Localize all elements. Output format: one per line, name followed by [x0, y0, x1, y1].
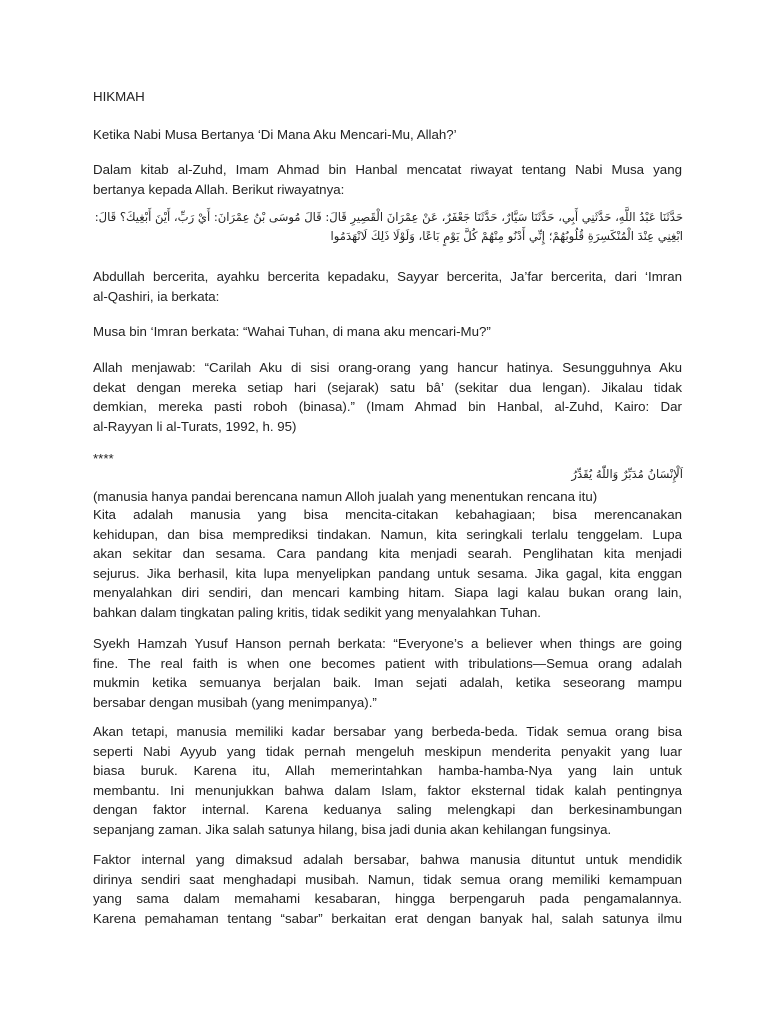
text-line: Kita adalah manusia yang bisa mencita-citakan kebahagiaan; bisa merencanakan [93, 507, 682, 522]
proverb-translation: (manusia hanya pandai berencana namun Alloh jualah yang menentukan rencana itu) [93, 489, 598, 504]
text-line: demkian, mereka pasti roboh (binasa).” (Imam Ahmad bin Hanbal, al-Zuhd, Kairo: Dar [93, 399, 682, 415]
separator: **** [93, 451, 114, 466]
document-heading: HIKMAH [93, 89, 145, 104]
text-line: bahkan dalam tingkatan paling kritis, tidak sedikit yang menyalahkan Tuhan. [93, 604, 541, 620]
text-line: al-Qashiri, ia berkata: [93, 288, 220, 304]
text-line: Faktor internal yang dimaksud adalah bersabar, bahwa manusia dituntut untuk mendidik [93, 852, 682, 867]
text-line: mukmin ketika semuanya berjalan baik. Iman sejati adalah, ketika seseorang mampu [93, 675, 682, 691]
text-line: akan sekitar dan sesama. Cara pandang kita menjadi searah. Penglihatan kita menjadi [93, 546, 682, 562]
text-line: al-Rayyan li al-Turats, 1992, h. 95) [93, 418, 297, 434]
text-line: sejurus. Jika berhasil, kita lupa menyelipkan pandang untuk sesama. Jika gagal, kita enggan [93, 565, 682, 581]
arabic-line: حَدَّثَنَا عَبْدُ اللَّهِ، حَدَّثَنِي أَبِي، حَدَّثَنَا سَيَّارٌ، حَدَّثَنَا جَعْفَرٌ، عَنْ عِمْرَانَ الْقَصِيرِ قَالَ: قَالَ مُوسَى بْنُ عِمْرَانَ: أَيْ رَبِّ، أَيْنَ أَبْغِيكَ؟ قَالَ: [94, 210, 683, 224]
text-line: yang sama dalam memahami kesabaran, hingga berpengaruh pada pengamalannya. [93, 891, 682, 907]
paragraph-intro [93, 160, 682, 199]
arabic-hadith [93, 208, 683, 246]
text-line: Karena pemahaman tentang “sabar” berkaitan erat dengan banyak hal, salah satunya ilmu [93, 910, 682, 926]
paragraph-akan [93, 722, 682, 840]
text-line: biasa buruk. Karena itu, Allah memerintahkan hamba-hamba-Nya yang lain untuk [93, 763, 682, 779]
arabic-line: ابْغِنِي عِنْدَ الْمُنْكَسِرَةِ قُلُوبُهُمْ؛ إِنِّي أَدْنُو مِنْهُمْ كُلَّ يَوْمٍ بَاعًا، وَلَوْلَا ذَلِكَ لَانْهَدَمُوا [330, 229, 683, 243]
text-line: bertanya kepada Allah. Berikut riwayatnya: [93, 181, 345, 197]
text-line: menyalahkan diri sendiri, dan mencari kambing hitam. Siapa lagi kalau bukan orang lain, [93, 585, 682, 601]
arabic-proverb [93, 465, 683, 484]
text-line: Dalam kitab al-Zuhd, Imam Ahmad bin Hanbal mencatat riwayat tentang Nabi Musa yang [93, 162, 682, 177]
text-line: sepanjang zaman. Jika salah satunya hilang, bisa jadi dunia akan kehilangan fungsinya. [93, 821, 612, 837]
arabic-line: اَلْإِنْسَانُ مُدَبِّرٌ وَاللّٰهُ يُقَدِّرُ [571, 467, 683, 481]
text-line: membantu. Ini menunjukkan bahwa dalam Islam, faktor eksternal tidak kalah pentingnya [93, 782, 682, 798]
text-line: fine. The real faith is when one becomes patient with tribulations—Semua orang adalah [93, 655, 682, 671]
text-line: seperti Nabi Ayyub yang tidak pernah mengeluh meskipun menderita penyakit yang luar [93, 743, 682, 759]
text-line: Abdullah bercerita, ayahku bercerita kepadaku, Sayyar bercerita, Ja’far bercerita, dari ‘Imran [93, 269, 682, 284]
text-line: dengan faktor internal. Karena keduanya saling melengkapi dan berkesinambungan [93, 802, 682, 818]
text-line: Allah menjawab: “Carilah Aku di sisi orang-orang yang hancur hatinya. Sesungguhnya Aku [93, 360, 682, 375]
text-line: kehidupan, dan bisa memprediksi tindakan. Namun, kita seringkali terlalu tenggelam. Lupa [93, 526, 682, 542]
text-line: dirinya sendiri saat menghadapi musibah. Namun, tidak semua orang memiliki kemampuan [93, 871, 682, 887]
paragraph-hamzah [93, 634, 682, 712]
paragraph-abdullah [93, 267, 682, 306]
paragraph-kita [93, 505, 682, 623]
paragraph-musa: Musa bin ‘Imran berkata: “Wahai Tuhan, di mana aku mencari-Mu?” [93, 324, 491, 339]
text-line: Akan tetapi, manusia memiliki kadar bersabar yang berbeda-beda. Tidak semua orang bisa [93, 724, 682, 739]
paragraph-allah [93, 358, 682, 436]
paragraph-faktor [93, 850, 682, 928]
document-title: Ketika Nabi Musa Bertanya ‘Di Mana Aku Mencari-Mu, Allah?’ [93, 127, 457, 142]
text-line: bersabar dengan musibah (yang menimpanya).” [93, 694, 377, 710]
text-line: Syekh Hamzah Yusuf Hanson pernah berkata: “Everyone’s a believer when things are going [93, 636, 682, 651]
text-line: dekat dengan mereka setiap hari (sejarak) satu bâ’ (sekitar dua lengan). Jikalau tidak [93, 379, 682, 395]
